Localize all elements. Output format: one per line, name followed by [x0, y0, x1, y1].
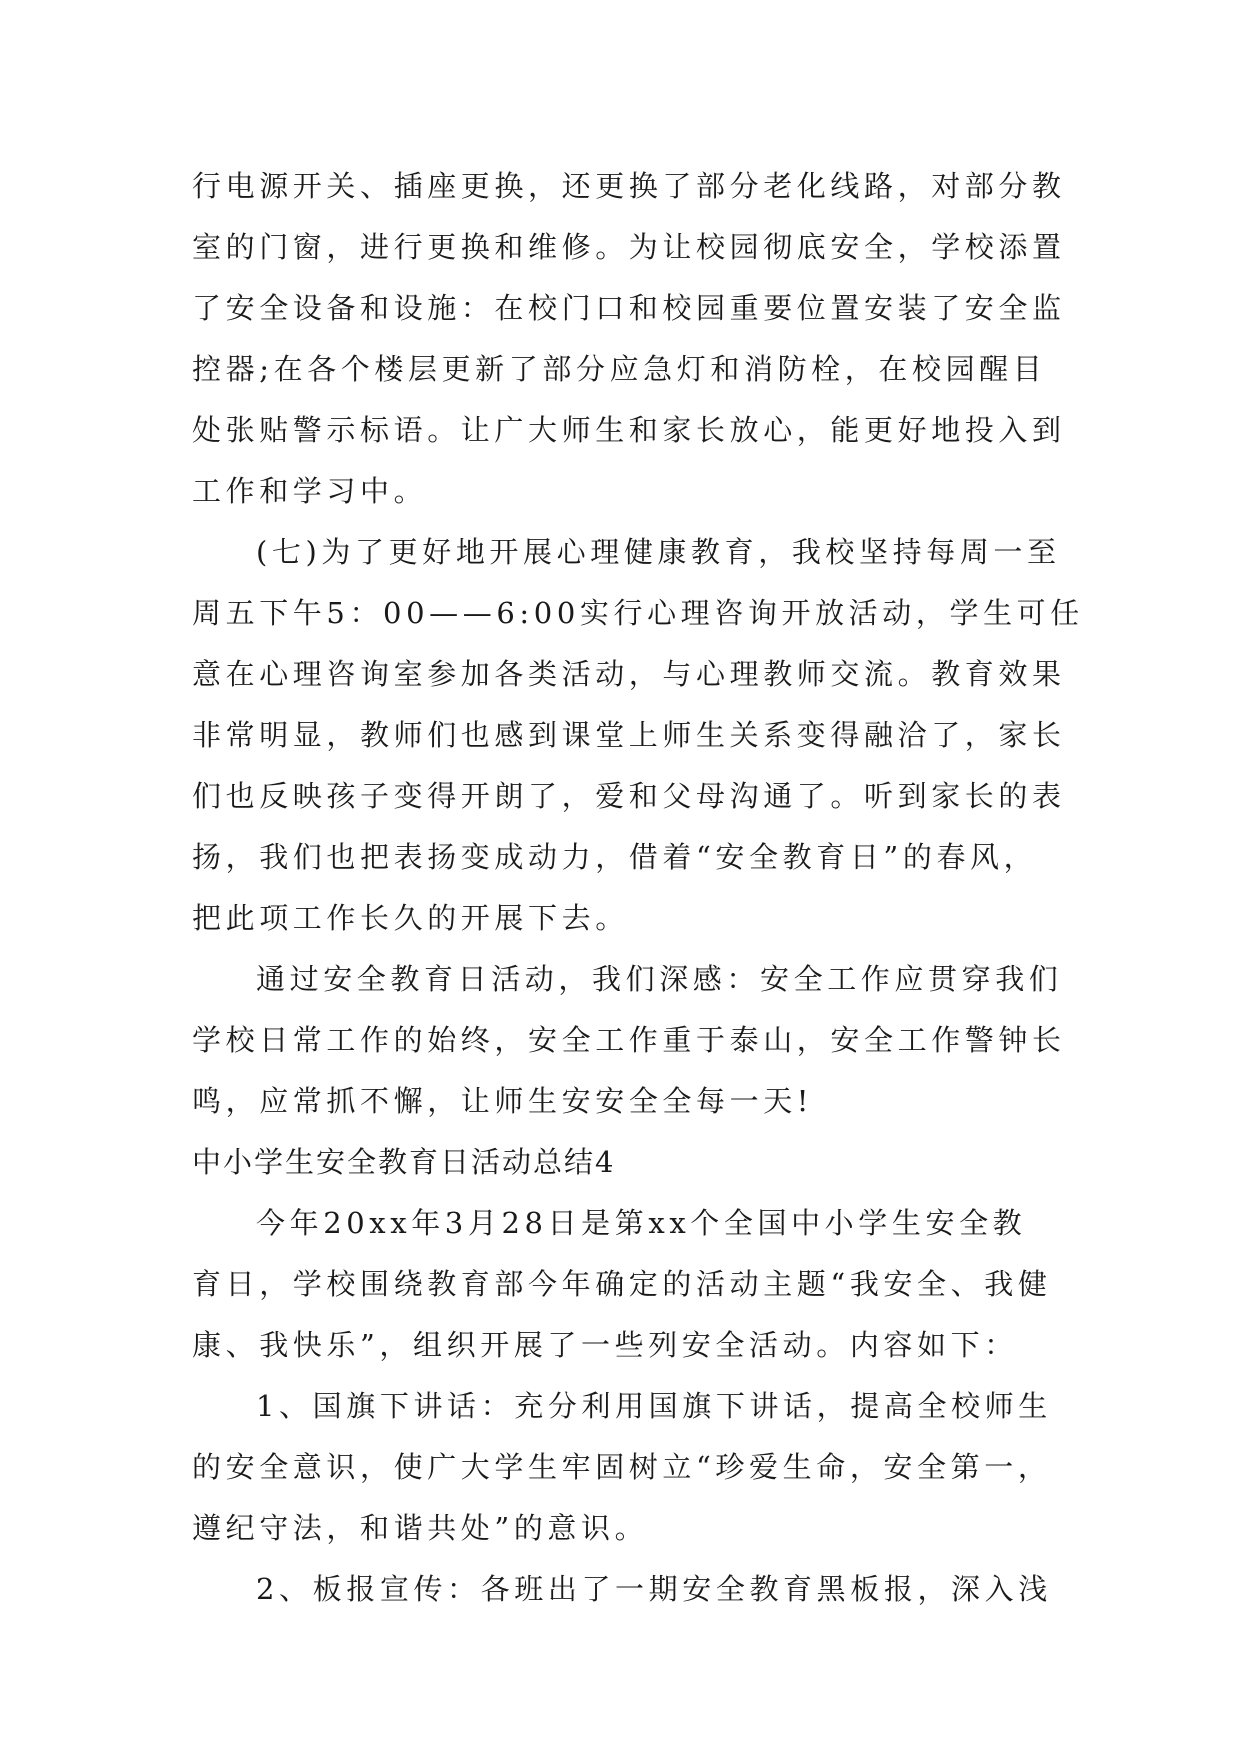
text-line: 康、我快乐”，组织开展了一些列安全活动。内容如下：: [192, 1328, 1018, 1362]
list-item-line: 2、板报宣传：各班出了一期安全教育黑板报，深入浅: [256, 1572, 1052, 1606]
text-line: 遵纪守法，和谐共处”的意识。: [192, 1511, 649, 1545]
text-line: 的安全意识，使广大学生牢固树立“珍爱生命，安全第一，: [192, 1450, 1052, 1484]
text-line: 鸣，应常抓不懈，让师生安安全全每一天!: [192, 1084, 814, 1118]
text-line: 工作和学习中。: [192, 474, 428, 508]
paragraph-start-line: 通过安全教育日活动，我们深感：安全工作应贯穿我们: [256, 962, 1063, 996]
text-line: 育日，学校围绕教育部今年确定的活动主题“我安全、我健: [192, 1267, 1052, 1301]
text-line: 处张贴警示标语。让广大师生和家长放心，能更好地投入到: [192, 413, 1066, 447]
text-line: 控器;在各个楼层更新了部分应急灯和消防栓，在校园醒目: [192, 352, 1047, 386]
paragraph-start-line: 今年20xx年3月28日是第xx个全国中小学生安全教: [256, 1206, 1027, 1240]
text-line: 了安全设备和设施：在校门口和校园重要位置安装了安全监: [192, 291, 1066, 325]
text-line: 周五下午5：00——6:00实行心理咨询开放活动，学生可任: [192, 596, 1084, 630]
text-line: 们也反映孩子变得开朗了，爱和父母沟通了。听到家长的表: [192, 779, 1066, 813]
text-line: 非常明显，教师们也感到课堂上师生关系变得融洽了，家长: [192, 718, 1066, 752]
text-line: 扬，我们也把表扬变成动力，借着“安全教育日”的春风，: [192, 840, 1038, 874]
text-line: 学校日常工作的始终，安全工作重于泰山，安全工作警钟长: [192, 1023, 1066, 1057]
text-line: 行电源开关、插座更换，还更换了部分老化线路，对部分教: [192, 169, 1066, 203]
list-item-line: 1、国旗下讲话：充分利用国旗下讲话，提高全校师生: [256, 1389, 1052, 1423]
paragraph-start-line: (七)为了更好地开展心理健康教育，我校坚持每周一至: [256, 535, 1061, 569]
text-line: 把此项工作长久的开展下去。: [192, 901, 629, 935]
text-line: 意在心理咨询室参加各类活动，与心理教师交流。教育效果: [192, 657, 1066, 691]
text-line: 室的门窗，进行更换和维修。为让校园彻底安全，学校添置: [192, 230, 1066, 264]
document-body: [192, 156, 1084, 1620]
section-heading: 中小学生安全教育日活动总结4: [192, 1145, 616, 1179]
